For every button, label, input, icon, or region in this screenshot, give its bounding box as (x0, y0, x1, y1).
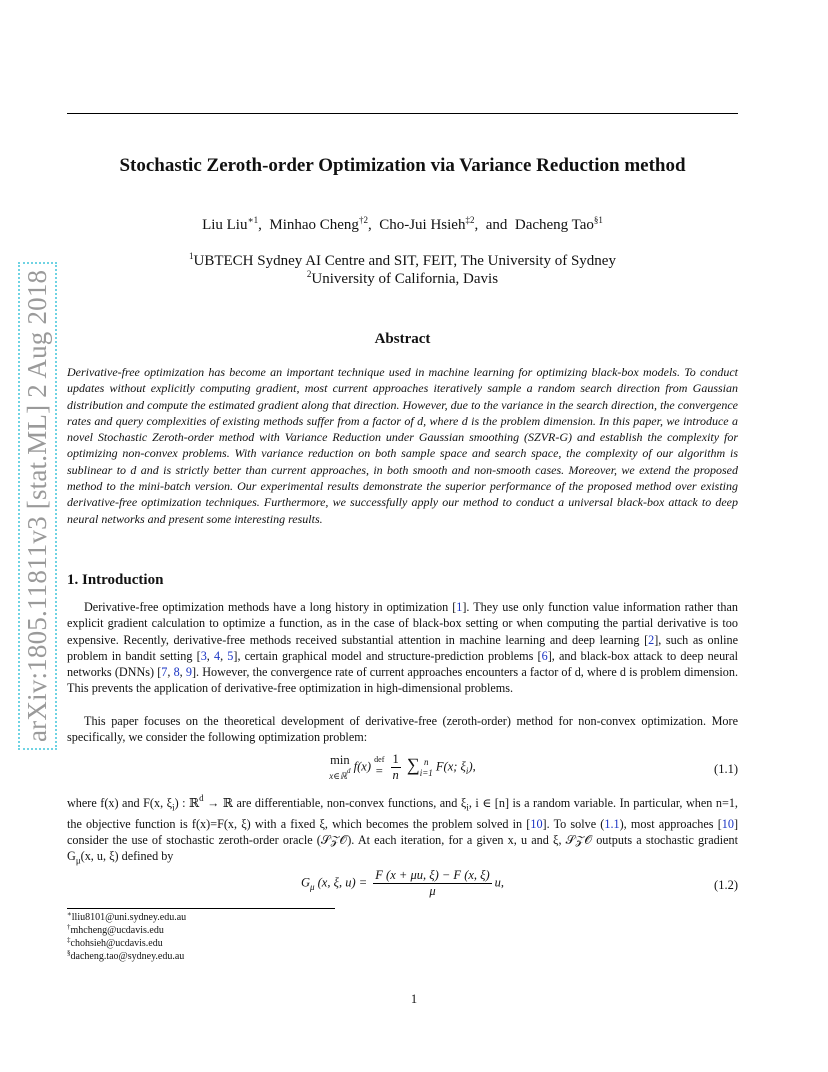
citation-link[interactable]: 2 (648, 632, 655, 647)
footnote-email: lliu8101@uni.sydney.edu.au (71, 912, 187, 923)
citation-link[interactable]: 10 (721, 816, 734, 831)
affiliation-1 (67, 253, 738, 270)
equation-number: (1.2) (714, 878, 738, 892)
citation-link[interactable]: 8 (173, 665, 180, 680)
citation-link[interactable]: 9 (185, 665, 192, 680)
footnote-email: dacheng.tao@sydney.edu.au (70, 951, 185, 962)
equation-1-2 (67, 868, 738, 904)
abstract-heading: Abstract (374, 331, 431, 347)
citation-link[interactable]: 10 (530, 816, 543, 831)
intro-paragraph-2: This paper focuses on the theoretical development of derivative-free (zeroth-order) method for non-convex optimization. More specifically, we consider the following optimization problem: (67, 714, 738, 745)
affiliation-text: UBTECH Sydney AI Centre and SIT, FEIT, The University of Sydney (193, 253, 616, 269)
affiliation-text: University of California, Davis (311, 271, 499, 287)
section-heading: 1. Introduction (67, 572, 164, 588)
author-name: Dacheng Tao (514, 217, 594, 233)
citation-link[interactable]: 4 (214, 648, 221, 663)
author-mark: §1 (593, 215, 603, 225)
author-list: Liu Liu$^{∗1}$, Minhao Cheng$^{\dagger 2}$, Cho-Jui Hsieh$^{\ddagger 2}$, and Dacheng Tao$^{\S 1}$ (202, 215, 603, 233)
citation-link[interactable]: 3 (200, 648, 207, 663)
author-name: Minhao Cheng (269, 217, 359, 233)
paper-title: Stochastic Zeroth-order Optimization via Variance Reduction method (119, 155, 686, 176)
footnote: ∗lliu8101@uni.sydney.edu.au (67, 910, 187, 923)
equation-body: min x∈ℝ$^d$ f(x) def = $\frac{1}{n}$ ∑ n i=1 F(x; $\xi_i$), (329, 752, 476, 782)
equation-ref-link[interactable]: 1.1 (604, 816, 620, 831)
equation-body: $G_\mu$ (x, ξ, u) = $\frac{F (x + \mu u, \xi) - F (x, \xi)}{\mu}$ u, (300, 868, 505, 898)
footnote-rule (67, 908, 335, 909)
footnote-email: chohsieh@ucdavis.edu (70, 938, 163, 949)
footnote-email: mhcheng@ucdavis.edu (70, 925, 164, 936)
citation-link[interactable]: 1 (456, 600, 463, 614)
abstract-body: Derivative-free optimization has become an important technique used in machine learning for optimizing black-box models. To conduct updates without explicitly computing gradient, most current approaches iteratively sample a random search direction from Gaussian distribution and compute the estimated gradient along that direction. However, due to the variance in the search direction, the convergence rates and query complexities of existing methods suffer from a factor of d, where d is the problem dimension. In this paper, we introduce a novel Stochastic Zeroth-order method with Variance Reduction under Gaussian smoothing (SZVR-G) and establish the complexity for optimizing non-convex problems. With variance reduction on both sample space and search space, the complexity of our algorithm is sublinear to d and is strictly better than current approaches, in both smooth and non-smooth cases. Moreover, we extend the proposed method to the mini-batch version. Our experimental results demonstrate the superior performance of the proposed method over existing derivative-free optimization techniques. Furthermore, we successfully apply our method to conduct a universal black-box attack to deep neural networks and present some interesting results. (67, 365, 738, 526)
footnote: †mhcheng@ucdavis.edu (67, 923, 164, 936)
author-name: Cho-Jui Hsieh (379, 217, 466, 233)
footnote: §dacheng.tao@sydney.edu.au (67, 949, 185, 962)
equation-number: (1.1) (714, 762, 738, 776)
author-mark: †2 (358, 215, 368, 225)
author-name: Liu Liu (202, 217, 248, 233)
top-rule (67, 113, 738, 114)
arxiv-sidebar-id[interactable]: arXiv:1805.11811v3 [stat.ML] 2 Aug 2018 (18, 262, 57, 750)
author-mark: ∗1 (247, 215, 259, 225)
affiliation-mark: 1 (189, 251, 194, 261)
intro-paragraph-3: where f(x) and F(x, $\xi_i$) : ℝ$^d$ → ℝ are differentiable, non-convex functions, and $\xi_i$, i ∈ [n] is a random variable. In particular, when n=1, the objective function is f(x)=F(x, ξ) with a fixed ξ, which becomes the problem solved in [10]. To solve (1.1), most approaches [10] consider the use of stochastic zeroth-order oracle (𝒮𝒵𝒪). At each iteration, for a given x, u and ξ, 𝒮𝒵𝒪 outputs a stochastic gradient $G_\mu(x$, u, ξ) defined by (67, 793, 739, 866)
affiliation-2 (67, 271, 738, 288)
footnote: ‡chohsieh@ucdavis.edu (67, 936, 163, 949)
page-number: 1 (410, 992, 418, 1006)
affiliation-mark: 2 (306, 269, 312, 279)
author-mark: ‡2 (465, 215, 475, 225)
citation-link[interactable]: 6 (541, 648, 548, 663)
intro-paragraph-1: Derivative-free optimization methods have a long history in optimization [1]. They use only function value information rather than explicit gradient calculation to optimize a function, as in the case of black-box setting or when computing the partial derivative is too expensive. Recently, derivative-free methods received substantial attention in machine learning and deep learning [2], such as online problem in bandit setting [3, 4, 5], certain graphical model and structure-prediction problems [6], and black-box attack to deep neural networks (DNNs) [7, 8, 9]. However, the convergence rate of current approaches encounters a factor of d, where d is problem dimension. This prevents the application of derivative-free optimization in high-dimensional problems. (67, 600, 739, 696)
citation-link[interactable]: 7 (161, 665, 168, 680)
citation-link[interactable]: 5 (227, 648, 234, 663)
equation-1-1 (67, 752, 738, 788)
author-connector: and (485, 217, 508, 233)
